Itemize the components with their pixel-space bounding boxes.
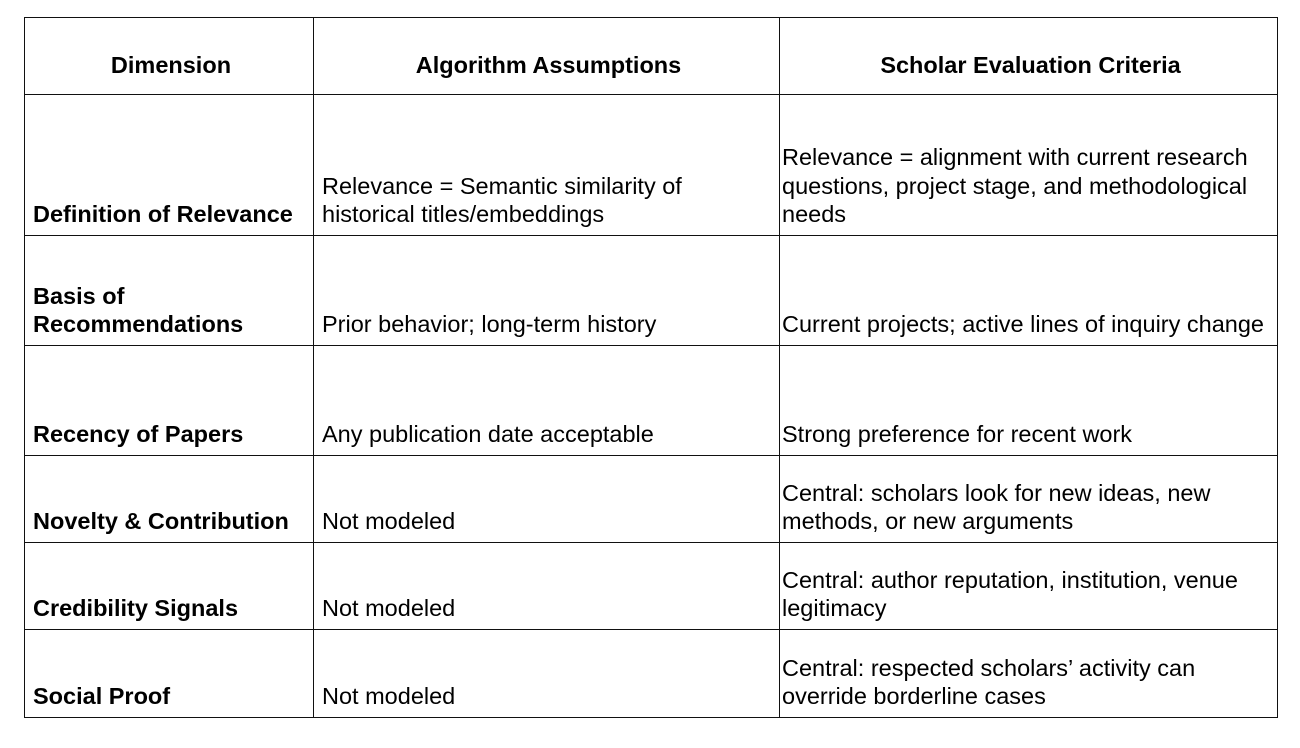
scholar-cell: Strong preference for recent work [780,346,1278,456]
table-row [25,543,1278,630]
table-row [25,95,1278,236]
table-row [25,456,1278,543]
scholar-cell: Central: scholars look for new ideas, new methods, or new arguments [780,456,1278,543]
scholar-cell: Relevance = alignment with current research questions, project stage, and methodological needs [780,95,1278,236]
table-row [25,236,1278,346]
header-scholar-evaluation-criteria: Scholar Evaluation Criteria [780,18,1278,95]
dimension-cell: Novelty & Contribution [25,456,314,543]
header-algorithm-assumptions: Algorithm Assumptions [314,18,780,95]
algorithm-cell: Prior behavior; long-term history [314,236,780,346]
dimension-cell: Credibility Signals [25,543,314,630]
scholar-cell: Central: author reputation, institution, venue legitimacy [780,543,1278,630]
dimension-cell: Basis of Recommendations [25,236,314,346]
algorithm-cell: Relevance = Semantic similarity of historical titles/embeddings [314,95,780,236]
header-dimension: Dimension [25,18,314,95]
table-row [25,630,1278,718]
header-row [25,18,1278,95]
scholar-cell: Current projects; active lines of inquiry change [780,236,1278,346]
comparison-table [24,17,1278,718]
dimension-cell: Recency of Papers [25,346,314,456]
table-row [25,346,1278,456]
algorithm-cell: Not modeled [314,630,780,718]
scholar-cell: Central: respected scholars’ activity can override borderline cases [780,630,1278,718]
dimension-cell: Social Proof [25,630,314,718]
dimension-cell: Definition of Relevance [25,95,314,236]
algorithm-cell: Not modeled [314,456,780,543]
algorithm-cell: Not modeled [314,543,780,630]
algorithm-cell: Any publication date acceptable [314,346,780,456]
